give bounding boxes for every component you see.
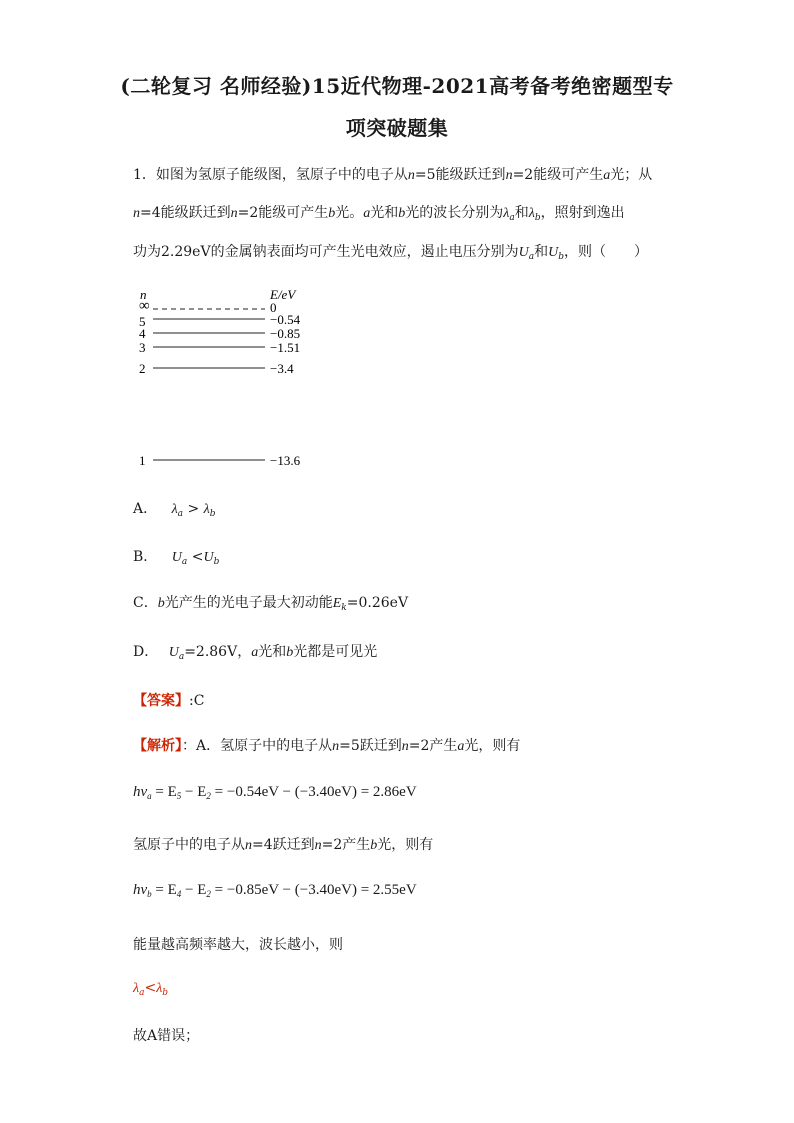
q-sub: b — [209, 509, 216, 519]
option-label: B． — [133, 549, 158, 565]
formula-part: = −0.85eV − (−3.40eV) = 2.55eV — [210, 882, 417, 898]
q-text: =4能级跃迁到 — [140, 205, 231, 221]
analysis-line-4 — [133, 980, 168, 998]
q-sub: a — [509, 213, 515, 223]
lambda-symbol: λ — [156, 981, 163, 996]
q-text: =5跃迁到 — [339, 738, 402, 754]
q-sub: b — [558, 252, 564, 262]
q-text: =2.86V， — [184, 644, 252, 660]
q-sub: k — [341, 603, 347, 613]
q-text: 光和 — [370, 205, 399, 221]
q-text: 如图为氢原子能级图，氢原子中的电子从 — [155, 167, 408, 183]
q-sub: a — [177, 509, 184, 519]
q-var: a — [457, 739, 465, 754]
answer-value: :C — [189, 693, 205, 709]
doc-title-line2: 项突破题集 — [345, 116, 449, 140]
formula-part: = E — [151, 882, 177, 898]
formula-sub: 5 — [176, 791, 182, 801]
q-var: n — [245, 838, 252, 853]
answer-label: 【答案】 — [133, 693, 189, 709]
q-var: n — [332, 739, 340, 754]
option-c[interactable] — [133, 592, 408, 613]
voltage-symbol: U — [168, 645, 179, 660]
q-text: ，照射到逸出 — [540, 205, 625, 221]
q-text: 光产生的光电子最大初动能 — [164, 595, 333, 611]
level-n-label: 5 — [139, 314, 146, 329]
option-a[interactable] — [133, 498, 216, 519]
question-number: 1． — [133, 167, 156, 183]
lambda-symbol: λ — [503, 206, 510, 221]
analysis-line-3 — [133, 934, 343, 954]
option-d[interactable] — [133, 641, 377, 662]
voltage-symbol: U — [518, 245, 529, 260]
q-var: b — [370, 838, 378, 853]
q-text: =4跃迁到 — [252, 837, 315, 853]
q-text: 功为2.29eV的金属钠表面均可产生光电效应，遏止电压分别为 — [133, 244, 519, 260]
q-var: n — [314, 838, 322, 853]
formula-1 — [133, 784, 417, 801]
analysis-label: 【解析】 — [133, 738, 182, 754]
level-energy-label: −13.6 — [270, 453, 301, 468]
q-var: n — [407, 168, 415, 183]
formula-part: − E — [181, 882, 207, 898]
formula-part: hν — [133, 784, 148, 800]
q-text: =2能级可产生 — [512, 167, 604, 183]
q-sub: a — [178, 652, 185, 662]
lambda-symbol: λ — [133, 981, 140, 996]
formula-sub: b — [147, 889, 152, 899]
formula-part: = E — [151, 784, 177, 800]
q-var: a — [603, 168, 611, 183]
formula-2 — [133, 882, 417, 899]
lambda-symbol: λ — [528, 206, 535, 221]
q-text: 能量越高频率越大，波长越小，则 — [133, 937, 343, 953]
q-var: b — [328, 206, 336, 221]
q-text: 光和 — [258, 644, 287, 660]
level-n-label: 4 — [139, 326, 146, 341]
operator: > — [183, 501, 204, 517]
option-label: D． — [133, 644, 159, 660]
q-sub: b — [213, 557, 220, 567]
q-text: 光都是可见光 — [293, 644, 378, 660]
level-n-label: 3 — [139, 340, 146, 355]
formula-sub: 2 — [206, 791, 211, 801]
option-b[interactable] — [133, 546, 219, 567]
q-text: =2能级可产生 — [237, 205, 329, 221]
energy-level-diagram — [125, 285, 325, 475]
level-energy-label: −0.54 — [270, 312, 301, 327]
q-var: a — [363, 206, 371, 221]
level-energy-label: 0 — [270, 300, 277, 315]
q-var: n — [133, 206, 140, 221]
q-text: 氢原子中的电子从 — [133, 837, 245, 853]
analysis-line-1 — [133, 735, 520, 755]
option-label: C． — [133, 595, 158, 611]
analysis-line-2 — [133, 834, 433, 854]
q-var: a — [251, 645, 259, 660]
q-text: 和 — [534, 244, 549, 260]
q-sub: a — [181, 557, 188, 567]
formula-part: hν — [133, 882, 148, 898]
question-line-3 — [133, 241, 648, 262]
answer-line — [133, 690, 204, 710]
q-text: =5能级跃迁到 — [414, 167, 506, 183]
lambda-symbol: λ — [203, 502, 210, 517]
formula-part: = −0.54eV − (−3.40eV) = 2.86eV — [210, 784, 417, 800]
q-text: 光的波长分别为 — [405, 205, 504, 221]
energy-axis-label: E/eV — [270, 287, 296, 302]
q-var: E — [332, 596, 342, 611]
operator: < — [144, 980, 157, 996]
q-var: b — [398, 206, 406, 221]
question-line-2 — [133, 202, 625, 223]
level-energy-label: −0.85 — [270, 326, 301, 341]
q-sub: b — [534, 213, 541, 223]
formula-sub: a — [147, 791, 152, 801]
q-text: =2产生 — [321, 837, 371, 853]
voltage-symbol: U — [203, 550, 214, 565]
doc-title-line1: (二轮复习 名师经验)15近代物理-2021高考备考绝密题型专 — [120, 74, 674, 98]
q-text: 光；从 — [610, 167, 653, 183]
q-text: 光，则有 — [377, 837, 434, 853]
formula-part: − E — [181, 784, 207, 800]
q-text: 光。 — [335, 205, 364, 221]
q-var: b — [286, 645, 294, 660]
analysis-line-5 — [133, 1025, 199, 1045]
q-text: 光，则有 — [464, 738, 521, 754]
option-label: A． — [133, 501, 158, 517]
question-line-1 — [133, 164, 652, 184]
q-sub: a — [528, 252, 535, 262]
level-n-label: 1 — [139, 453, 146, 468]
level-n-label: 2 — [139, 361, 146, 376]
formula-sub: 2 — [206, 889, 211, 899]
formula-sub: 4 — [176, 889, 182, 899]
q-text: 故A错误； — [133, 1028, 200, 1044]
q-var: b — [157, 596, 165, 611]
operator: < — [187, 549, 204, 565]
level-n-label: ∞ — [139, 298, 150, 314]
q-text: =0.26eV — [346, 595, 409, 611]
q-var: n — [401, 739, 409, 754]
lambda-symbol: λ — [171, 502, 178, 517]
q-sub: a — [139, 988, 145, 998]
q-var: n — [505, 168, 513, 183]
voltage-symbol: U — [548, 245, 559, 260]
q-sub: b — [162, 988, 169, 998]
q-text: 和 — [514, 205, 529, 221]
level-energy-label: −3.4 — [270, 361, 294, 376]
q-text: =2产生 — [408, 738, 458, 754]
q-text: ：A．氢原子中的电子从 — [182, 738, 333, 754]
voltage-symbol: U — [171, 550, 182, 565]
n-axis-label: n — [140, 287, 147, 302]
level-energy-label: −1.51 — [270, 340, 301, 355]
q-text: ，则（ ） — [563, 244, 648, 260]
q-var: n — [230, 206, 238, 221]
